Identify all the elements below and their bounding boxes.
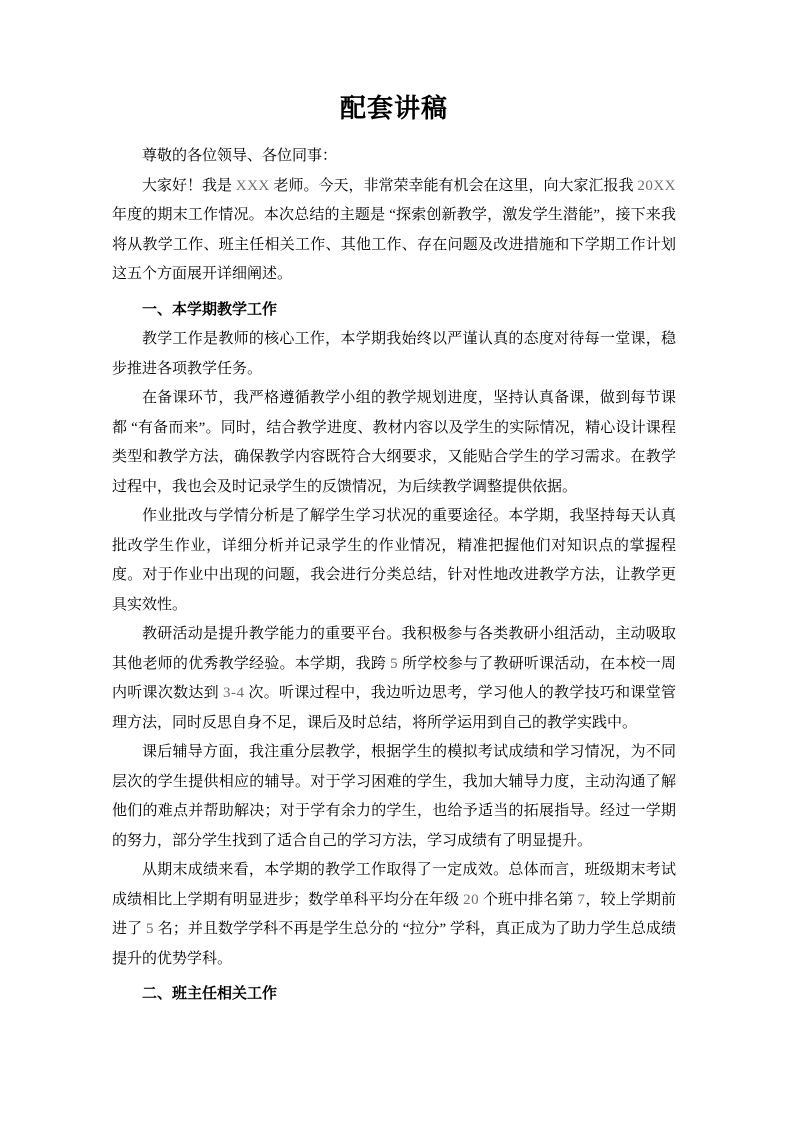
paragraph: 课后辅导方面，我注重分层教学，根据学生的模拟考试成绩和学习情况，为不同层次的学生提供相应的辅导。对于学习困难的学生，我加大辅导力度，主动沟通了解他们的难点并帮助解决；对于学有余力的学生，也给予适当的拓展指导。经过一学期的努力，部分学生找到了适合自己的学习方法，学习成绩有了明显提升。 (112, 744, 676, 849)
paragraph: 尊敬的各位领导、各位同事： (142, 148, 338, 164)
paragraph: 教研活动是提升教学能力的重要平台。我积极参与各类教研小组活动，主动吸取其他老师的优秀教学经验。本学期，我跨 5 所学校参与了教研听课活动，在本校一周内听课次数达到 3-4 次。听课过程中，我边听边思考，学习他人的教学技巧和课堂管理方法，同时反思自身不足，课后及时总结，将所学运用到自己的教学实践中。 (112, 626, 676, 731)
latin-text: 20 (463, 891, 480, 908)
section-heading: 一、本学期教学工作 (142, 301, 278, 318)
latin-text: 5 (145, 921, 154, 937)
latin-text: XXX (235, 177, 270, 194)
latin-text: 5 (390, 655, 399, 672)
paragraph: 大家好！我是 XXX 老师。今天，非常荣幸能有机会在这里，向大家汇报我 20XX 年度的期末工作情况。本次总结的主题是 “探索创新教学，激发学生潜能”，接下来我将从教学工作、班主任相关工作、其他工作、存在问题及改进措施和下学期工作计划这五个方面展开详细阐述。 (112, 177, 676, 282)
document-title: 配套讲稿 (339, 94, 448, 123)
latin-text: 20XX (637, 177, 676, 194)
latin-text: 7 (577, 891, 586, 908)
document-body (112, 142, 676, 1010)
paragraph: 在备课环节，我严格遵循教学小组的教学规划进度，坚持认真备课，做到每节课都 “有备而来”。同时，结合教学进度、教材内容以及学生的实际情况，精心设计课程类型和教学方法，确保教学内容既符合大纲要求，又能贴合学生的学习需求。在教学过程中，我也会及时记录学生的反馈情况，为后续教学调整提供依据。 (112, 390, 676, 495)
paragraph: 从期末成绩来看，本学期的教学工作取得了一定成效。总体而言，班级期末考试成绩相比上学期有明显进步；数学单科平均分在年级 20 个班中排名第 7，较上学期前进了 5 名；并且数学学科不再是学生总分的 “拉分” 学科，真正成为了助力学生总成绩提升的优势学科。 (112, 862, 676, 967)
latin-text: 3-4 (222, 685, 245, 701)
section-heading: 二、班主任相关工作 (142, 986, 278, 1002)
paragraph: 作业批改与学情分析是了解学生学习状况的重要途径。本学期，我坚持每天认真批改学生作业，详细分析并记录学生的作业情况，精准把握他们对知识点的掌握程度。对于作业中出现的问题，我会进行分类总结，针对性地改进教学方法，让教学更具实效性。 (112, 508, 676, 613)
paragraph: 教学工作是教师的核心工作，本学期我始终以严谨认真的态度对待每一堂课，稳步推进各项教学任务。 (112, 331, 676, 377)
